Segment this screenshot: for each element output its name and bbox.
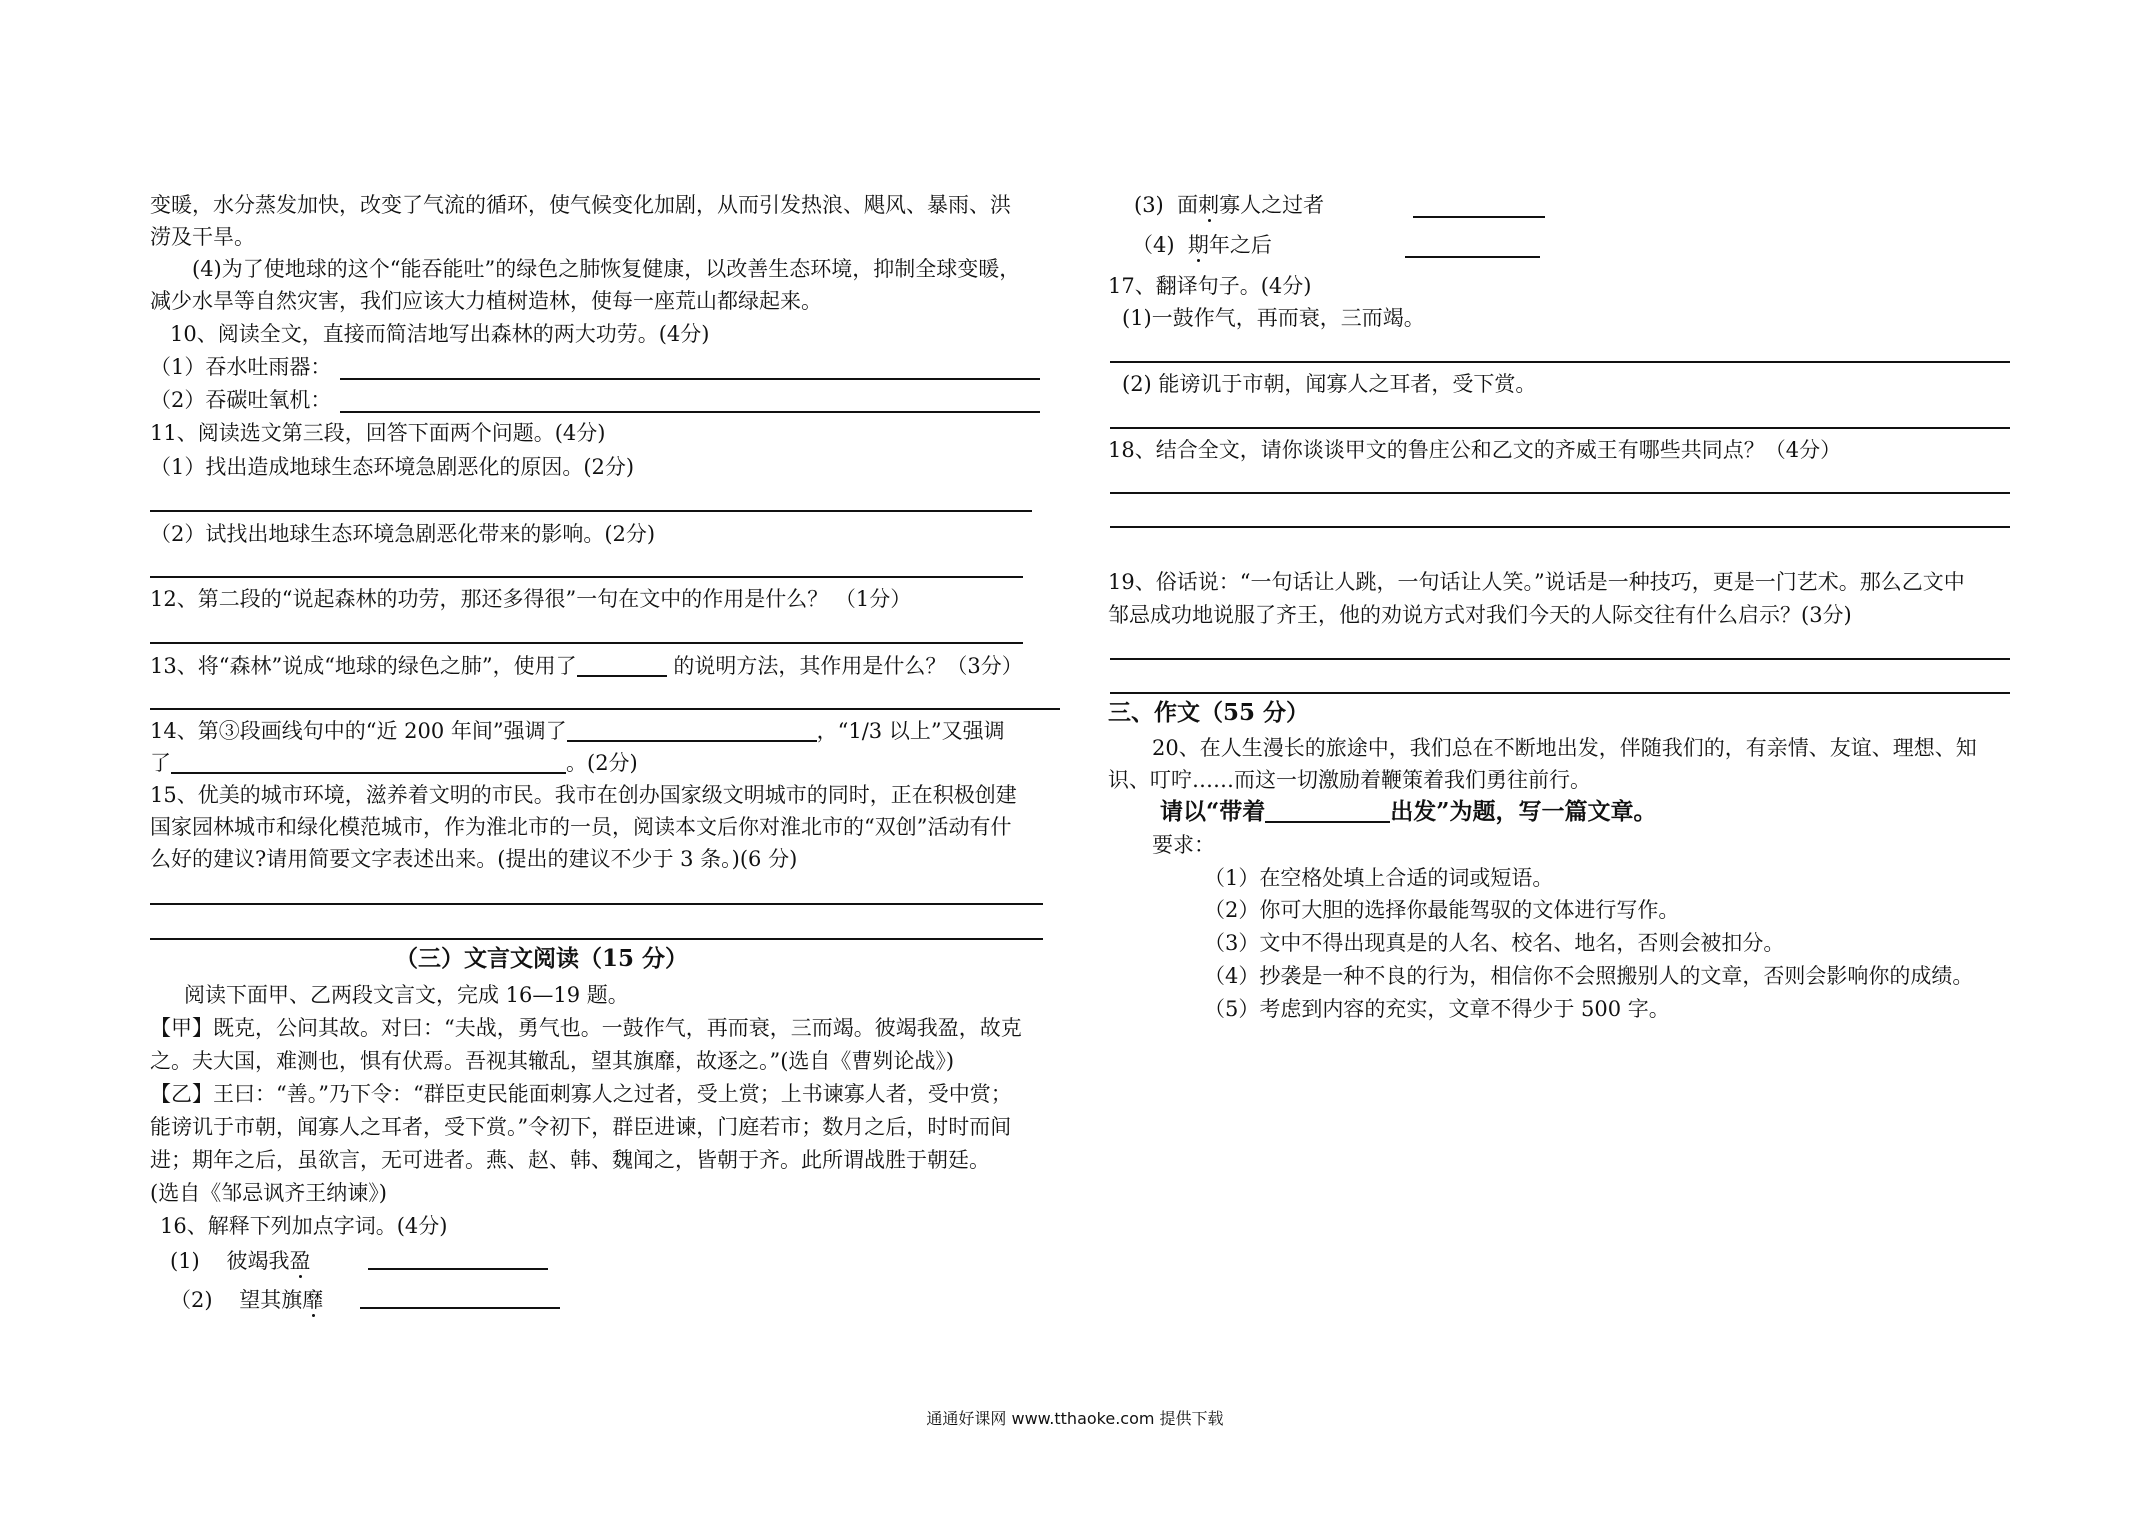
question-20-line-2: 识、叮咛……而这一切激励着鞭策着我们勇往前行。 [1108,768,1591,792]
composition-prompt [1160,797,1656,827]
answer-line-16-3[interactable] [1413,216,1545,218]
question-16-4-post: 年之后 [1208,233,1272,257]
answer-line-11-2[interactable] [150,576,1023,578]
question-13-text-b: 的说明方法，其作用是什么？（3分） [673,654,1023,678]
question-16-1-number: (1) [170,1249,200,1273]
question-16-2-phrase: 望其旗 [239,1288,303,1312]
passage-jia-line-1: 【甲】既克，公问其故。对曰：“夫战，勇气也。一鼓作气，再而衰，三而竭。彼竭我盈，故克 [150,1016,1022,1040]
question-16-2 [170,1285,323,1315]
answer-line-11-1[interactable] [150,510,1032,512]
requirement-2: （2）你可大胆的选择你最能驾驭的文体进行写作。 [1204,898,1680,922]
answer-line-10-2[interactable] [340,411,1040,413]
composition-prompt-a: 请以“带着 [1160,798,1266,825]
question-19-line-1: 19、俗话说：“一句话让人跳，一句话让人笑。”说话是一种技巧，更是一门艺术。那么乙文中 [1108,570,1965,594]
question-10: 10、阅读全文，直接而简洁地写出森林的两大功劳。(4分) [170,322,710,346]
question-16-3-post: 寡人之过者 [1219,193,1325,217]
para4-line-1: (4)为了使地球的这个“能吞能吐”的绿色之肺恢复健康，以改善生态环境，抑制全球变暖， [192,257,1021,281]
question-17-2: (2) 能谤讥于市朝，闻寡人之耳者，受下赏。 [1122,372,1537,396]
question-15-line-2: 国家园林城市和绿化模范城市，作为淮北市的一员，阅读本文后你对淮北市的“双创”活动有什 [150,815,1012,839]
question-17: 17、翻译句子。(4分) [1108,274,1312,298]
question-10-2-label: （2）吞碳吐氧机： [150,388,332,412]
question-18: 18、结合全文，请你谈谈甲文的鲁庄公和乙文的齐威王有哪些共同点？（4分） [1108,438,1842,462]
question-13-text-a: 13、将“森林”说成“地球的绿色之肺”，使用了 [150,654,577,678]
composition-section-title: 三、作文（55 分） [1108,699,1310,726]
blank-14-2[interactable] [171,750,566,774]
question-15-line-1: 15、优美的城市环境，滋养着文明的市民。我市在创办国家级文明城市的同时，正在积极创建 [150,783,1017,807]
requirement-4: （4）抄袭是一种不良的行为，相信你不会照搬别人的文章，否则会影响你的成绩。 [1204,964,1974,988]
answer-line-19-1[interactable] [1110,658,2010,660]
question-17-1: (1)一鼓作气，再而衰，三而竭。 [1122,306,1425,330]
question-16-1 [170,1246,310,1276]
answer-line-17-2[interactable] [1110,427,2010,429]
intro-line-2: 涝及干旱。 [150,225,255,249]
blank-14-1[interactable] [567,718,817,742]
answer-line-13[interactable] [150,708,1060,710]
question-14-text-b: ，“1/3 以上”又强调 [816,719,1005,743]
question-14-line-2 [150,748,638,778]
requirement-3: （3）文中不得出现真是的人名、校名、地名，否则会被扣分。 [1204,931,1785,955]
question-16-3 [1134,190,1324,220]
question-16-2-number: （2) [170,1288,213,1312]
passage-yi-line-1: 【乙】王曰：“善。”乃下令：“群臣吏民能面刺寡人之过者，受上赏；上书谏寡人者，受中赏； [150,1082,1012,1106]
requirement-5: （5）考虑到内容的充实，文章不得少于 500 字。 [1204,997,1670,1021]
question-16-2-dotted-char: 靡 [302,1288,324,1312]
intro-line-1: 变暖，水分蒸发加快，改变了气流的循环，使气候变化加剧，从而引发热浪、飓风、暴雨、洪 [150,193,1011,217]
answer-line-15-2[interactable] [150,938,1043,940]
answer-line-18-1[interactable] [1110,492,2010,494]
question-16-4-dotted-char: 期 [1187,233,1209,257]
answer-line-17-1[interactable] [1110,361,2010,363]
question-10-1-label: （1）吞水吐雨器： [150,355,332,379]
question-11-2: （2）试找出地球生态环境急剧恶化带来的影响。(2分) [150,522,656,546]
question-14-text-a: 14、第③段画线句中的“近 200 年间”强调了 [150,719,567,743]
para4-line-2: 减少水旱等自然灾害，我们应该大力植树造林，使每一座荒山都绿起来。 [150,289,822,313]
question-20-line-1: 20、在人生漫长的旅途中，我们总在不断地出发，伴随我们的，有亲情、友谊、理想、知 [1152,736,1977,760]
question-16-4-number: （4) [1132,233,1175,257]
question-16-3-dotted-char: 刺 [1198,193,1220,217]
passage-yi-line-2: 能谤讥于市朝，闻寡人之耳者，受下赏。”令初下，群臣进谏，门庭若市；数月之后，时时而间 [150,1115,1012,1139]
question-13 [150,651,1023,681]
question-16-3-number: (3) [1134,193,1164,217]
question-16-4 [1132,230,1272,260]
answer-line-10-1[interactable] [340,378,1040,380]
answer-line-16-2[interactable] [360,1307,560,1309]
passage-yi-source: (选自《邹忌讽齐王纳谏》) [150,1181,387,1205]
question-12: 12、第二段的“说起森林的功劳，那还多得很”一句在文中的作用是什么？ （1分） [150,587,912,611]
requirements-title: 要求： [1152,833,1215,857]
section-3-title: （三）文言文阅读（15 分） [395,945,689,972]
section-3-intro: 阅读下面甲、乙两段文言文，完成 16—19 题。 [184,983,629,1007]
composition-prompt-b: 出发”为题，写一篇文章。 [1390,798,1657,825]
answer-line-15-1[interactable] [150,903,1043,905]
question-16-3-pre: 面 [1177,193,1199,217]
answer-line-12[interactable] [150,642,1023,644]
answer-line-19-2[interactable] [1110,692,2010,694]
question-14-line-1 [150,716,1005,746]
answer-line-16-4[interactable] [1405,256,1540,258]
passage-yi-line-3: 进；期年之后，虽欲言，无可进者。燕、赵、韩、魏闻之，皆朝于齐。此所谓战胜于朝廷。 [150,1148,990,1172]
question-11-1: （1）找出造成地球生态环境急剧恶化的原因。(2分) [150,455,635,479]
question-16-1-dotted-char: 盈 [289,1249,311,1273]
answer-line-18-2[interactable] [1110,526,2010,528]
question-15-line-3: 么好的建议?请用简要文字表述出来。(提出的建议不少于 3 条。)(6 分) [150,847,798,871]
blank-13[interactable] [577,653,667,677]
composition-title-blank[interactable] [1265,799,1390,823]
question-11: 11、阅读选文第三段，回答下面两个问题。(4分) [150,421,606,445]
footer-source: 通通好课网 www.tthaoke.com 提供下载 [926,1409,1224,1428]
question-14-text-d: 。(2分) [566,751,638,775]
question-16-1-phrase: 彼竭我 [226,1249,290,1273]
passage-jia-line-2: 之。夫大国，难测也，惧有伏焉。吾视其辙乱，望其旗靡，故逐之。”(选自《曹刿论战》) [150,1049,955,1073]
answer-line-16-1[interactable] [368,1268,548,1270]
requirement-1: （1）在空格处填上合适的词或短语。 [1204,866,1554,890]
question-14-text-c: 了 [150,751,171,775]
question-19-line-2: 邹忌成功地说服了齐王，他的劝说方式对我们今天的人际交往有什么启示？(3分) [1108,603,1852,627]
question-16: 16、解释下列加点字词。(4分) [160,1214,448,1238]
